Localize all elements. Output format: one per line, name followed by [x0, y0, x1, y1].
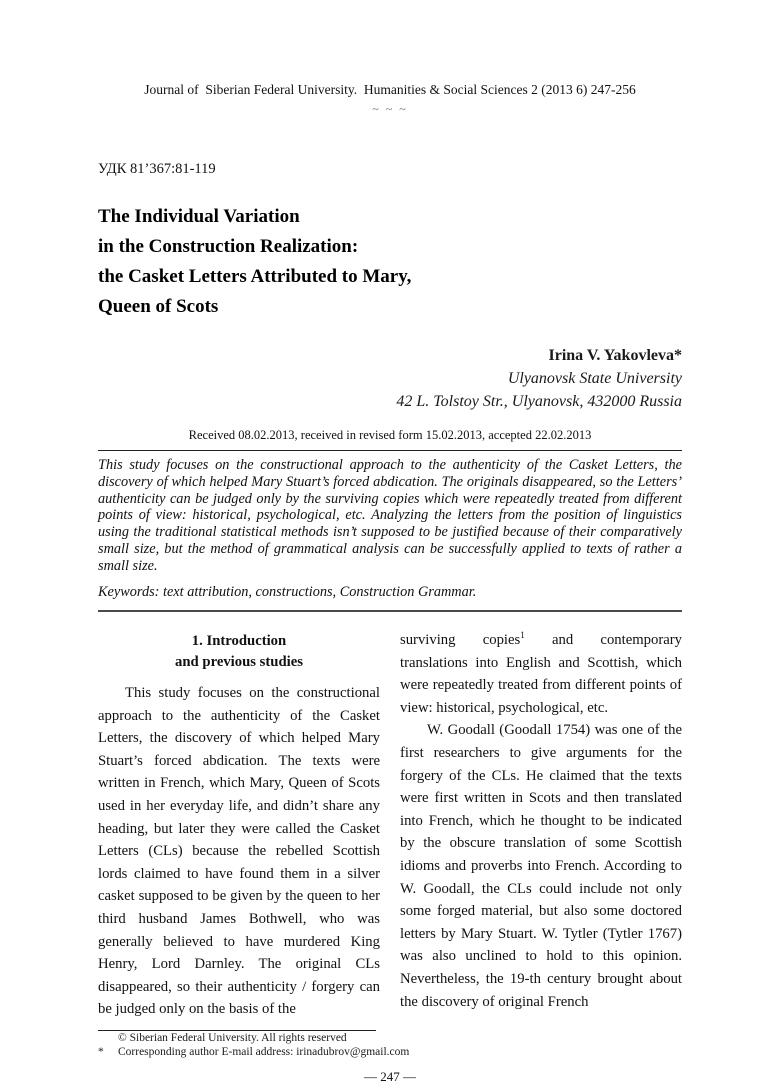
abstract-text: This study focuses on the constructional approach to the authenticity of the Casket Letters, the discovery of which helped Mary Stuart’s forced abdication. The originals disappeared, so the Letters’ authenticity can be judged only by the surviving copies which were repeatedly treated from different points of view: historical, psychological, etc. Analyzing the letters from the position of linguistics using the traditional statistical methods isn’t supposed to be justified because of their comparatively small size, but the method of grammatical analysis can be successfully applied to texts of rather a small size. [98, 457, 682, 574]
received-dates-line: Received 08.02.2013, received in revised form 15.02.2013, accepted 22.02.2013 [188, 428, 592, 442]
copyright-note [98, 1031, 682, 1046]
keywords-line: Keywords: text attribution, constructions, Construction Grammar. [98, 583, 477, 600]
section-heading-line-1: 1. Introduction [191, 633, 287, 650]
asterisk-marker: * [98, 1046, 104, 1059]
paper-title-line-4: Queen of Scots [98, 296, 219, 317]
right-column [400, 629, 682, 1021]
body-columns [98, 629, 682, 1021]
paper-page [98, 0, 682, 1085]
corresponding-author-note [98, 1045, 682, 1060]
author-affiliation: Ulyanovsk State University [507, 370, 682, 387]
paper-title [98, 202, 682, 322]
copyright-text: © Siberian Federal University. All rights reserved [118, 1031, 347, 1044]
footnote-reference-1: 1 [520, 630, 525, 641]
author-address: 42 L. Tolstoy Str., Ulyanovsk, 432000 Russia [396, 393, 682, 410]
author-name: Irina V. Yakovleva* [548, 347, 682, 364]
journal-header: Journal of Siberian Federal University. Humanities & Social Sciences 2 (2013 6) 247-256 [144, 82, 636, 97]
section-heading-line-2: and previous studies [175, 654, 303, 671]
paragraph-text-before-footnote-ref: surviving copies [400, 632, 521, 649]
author-block [98, 344, 682, 413]
tilde-ornament: ~ ~ ~ [372, 102, 408, 116]
udk-code: УДК 81’367:81-119 [98, 161, 216, 177]
abstract-bottom-rule [98, 610, 682, 613]
body-paragraph-goodall: W. Goodall (Goodall 1754) was one of the first researchers to give arguments for the forgery of the CLs. He claimed that the texts were first written in Scots and then translated into French, which he thought to be indicated by the obscure translation of some Scottish idioms and proverbs into French. According to W. Goodall, the CLs could include not only some forged material, but also some doctored letters by Mary Stuart. W. Tytler (Tytler 1767) was also unclined to hold to this opinion. Nevertheless, the 19-th century brought about the discovery of original French [400, 722, 682, 1010]
section-heading [98, 629, 380, 673]
page-number: — 247 — [364, 1068, 416, 1084]
paper-title-line-3: the Casket Letters Attributed to Mary, [98, 266, 412, 287]
abstract-top-rule [98, 450, 682, 451]
corresponding-author-text: Corresponding author E-mail address: irinadubrov@gmail.com [118, 1046, 410, 1059]
left-column [98, 629, 380, 1021]
paper-title-line-2: in the Construction Realization: [98, 236, 359, 257]
body-paragraph-continuation [400, 629, 682, 719]
paper-title-line-1: The Individual Variation [98, 206, 300, 227]
paragraph-text-after-footnote-ref: and contemporary translations into English and Scottish, which were repeatedly treated from different points of view: historical, psychological, etc. [400, 632, 682, 716]
body-paragraph-intro: This study focuses on the constructional approach to the authenticity of the Casket Letters, the discovery of which helped Mary Stuart’s forced abdication. The texts were written in French, which Mary, Queen of Scots used in her everyday life, and didn’t share any heading, but later they were called the Casket Letters (CLs) because the rebelled Scottish lords claimed to have found them in a silver casket supposed to be given by the queen to her third husband James Bothwell, who was generally believed to have murdered King Henry, Lord Darnley. The original CLs disappeared, so their authenticity / forgery can be judged only on the basis of the [98, 685, 380, 1018]
footnote-area [98, 1030, 682, 1060]
